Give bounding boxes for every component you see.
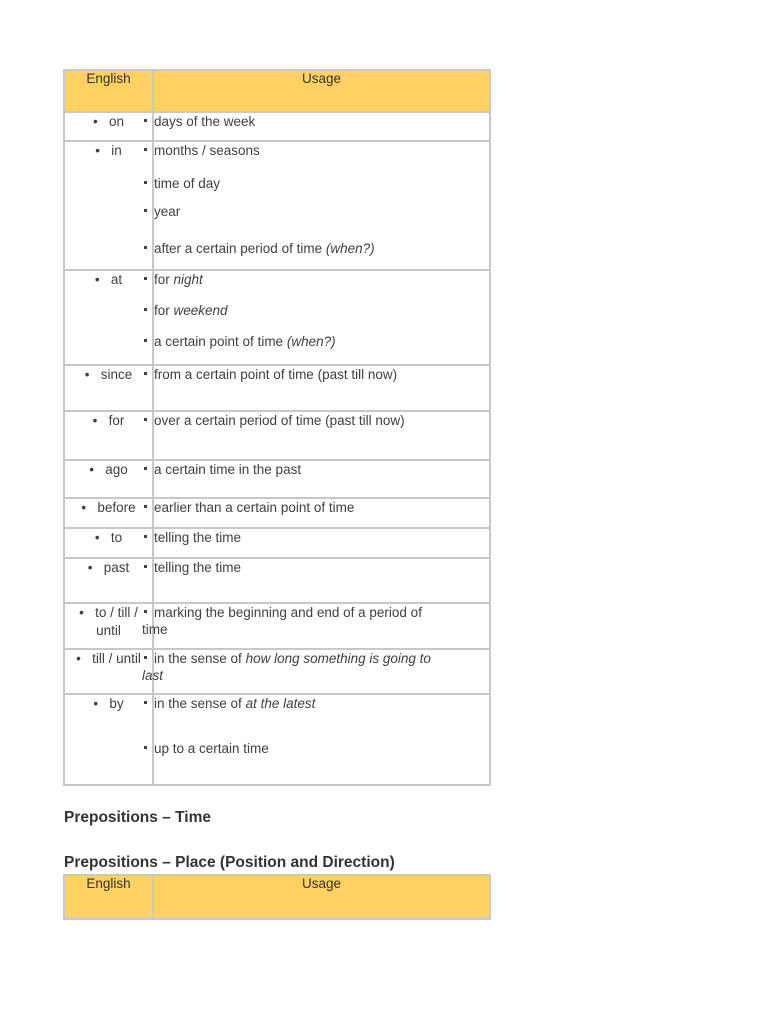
usage-text: after a certain period of time (154, 241, 326, 256)
usage-text: marking the beginning and end of a period of (154, 605, 422, 620)
usage-italic: how long something is going to (245, 651, 431, 666)
english-cell: • for (64, 411, 153, 460)
preposition: past (103, 560, 130, 575)
usage-text: telling the time (154, 530, 242, 545)
usage-cell (153, 270, 490, 365)
preposition: till / until (92, 651, 141, 666)
usage-italic: weekend (173, 303, 228, 318)
usage-cell (153, 460, 490, 498)
table-row (64, 141, 490, 270)
preposition: before (97, 500, 136, 515)
usage-italic: night (173, 272, 203, 287)
usage-italic-cont: last (142, 668, 164, 683)
usage-text: earlier than a certain point of time (154, 500, 355, 515)
table-row (64, 649, 490, 694)
table-row (64, 112, 490, 141)
table-row (64, 603, 490, 649)
preposition: for (108, 413, 125, 428)
preposition: by (109, 696, 124, 711)
usage-text: up to a certain time (154, 741, 269, 756)
table-row (64, 270, 490, 365)
preposition: to (110, 530, 123, 545)
usage-italic: (when?) (325, 241, 375, 256)
usage-text-cont: time (142, 622, 168, 637)
preposition: ago (105, 462, 128, 477)
table-row (64, 528, 490, 558)
usage-text: months / seasons (154, 143, 260, 158)
table-header-row (64, 70, 490, 112)
heading-place: Prepositions – Place (Position and Direction) (64, 854, 395, 871)
usage-text: a certain time in the past (154, 462, 302, 477)
usage-cell (153, 558, 490, 603)
preposition: at (110, 272, 123, 287)
usage-cell (153, 112, 490, 141)
english-cell: • to (64, 528, 153, 558)
table-row (64, 558, 490, 603)
table-row (64, 365, 490, 411)
preposition: on (108, 114, 125, 129)
english-cell: • at (64, 270, 153, 365)
usage-cell (153, 141, 490, 270)
usage-text: from a certain point of time (past till now) (154, 367, 398, 382)
usage-text: in the sense of (154, 696, 246, 711)
usage-text: a certain point of time (154, 334, 287, 349)
usage-cell (142, 649, 490, 694)
table-row (64, 498, 490, 528)
english-cell: • till / until (64, 649, 153, 694)
english-cell: • on (64, 112, 153, 141)
usage-italic: at the latest (245, 696, 316, 711)
usage-cell (153, 411, 490, 460)
usage-cell (142, 603, 490, 649)
usage-text: for (154, 272, 174, 287)
english-cell: • in (64, 141, 153, 270)
table-header-row (64, 875, 490, 919)
table-row (64, 460, 490, 498)
usage-text: in the sense of (154, 651, 246, 666)
usage-cell (153, 528, 490, 558)
usage-italic: (when?) (286, 334, 336, 349)
preposition-cont: until (96, 623, 121, 638)
preposition: since (100, 367, 133, 382)
heading-time: Prepositions – Time (64, 809, 212, 826)
usage-text: days of the week (154, 114, 256, 129)
usage-text: over a certain period of time (past till now) (154, 413, 405, 428)
preposition: to / till / (95, 605, 138, 620)
usage-text: for (154, 303, 174, 318)
header-usage: Usage (153, 70, 490, 112)
place-prepositions-table (63, 874, 491, 920)
usage-cell (153, 365, 490, 411)
header-english: English (64, 875, 153, 919)
usage-cell (153, 498, 490, 528)
english-cell: • past (64, 558, 153, 603)
header-usage: Usage (153, 875, 490, 919)
english-cell: • since (64, 365, 153, 411)
english-cell: • ago (64, 460, 153, 498)
english-cell: • before (64, 498, 153, 528)
english-cell: • by (64, 694, 153, 785)
header-english: English (64, 70, 153, 112)
time-prepositions-table (63, 69, 491, 786)
english-cell: • to / till / until (64, 603, 153, 649)
usage-cell (153, 694, 490, 785)
usage-text: year (154, 204, 181, 219)
usage-text: time of day (154, 176, 221, 191)
table-row (64, 694, 490, 785)
table-row (64, 411, 490, 460)
preposition: in (111, 143, 122, 158)
usage-text: telling the time (154, 560, 242, 575)
